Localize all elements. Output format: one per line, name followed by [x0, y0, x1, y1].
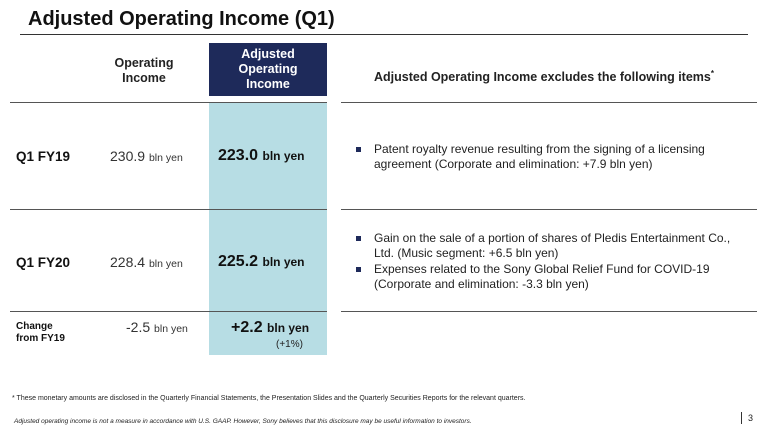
page-number-divider: [741, 412, 742, 424]
title-divider: [20, 34, 748, 35]
list-item: [356, 142, 741, 171]
adjusted-column-highlight: [209, 103, 327, 355]
row-divider: [341, 102, 757, 103]
adj-income-unit: bln yen: [267, 321, 310, 335]
bullet-square-icon: [356, 236, 361, 241]
adj-income-value: 225.2: [218, 253, 259, 270]
op-income-unit: bln yen: [148, 258, 183, 270]
op-income-unit: bln yen: [154, 323, 188, 335]
adj-income-change: [231, 319, 309, 337]
op-income-q1-fy19: [110, 148, 183, 164]
bullet-square-icon: [356, 267, 361, 272]
row-divider: [10, 102, 327, 103]
op-income-value: 228.4: [110, 254, 146, 270]
footnote: * These monetary amounts are disclosed in the Quarterly Financial Statements, the Presentation Slides and the Quarterly Securities Reports for the relevant quarters.: [12, 395, 526, 402]
header-adjusted-operating-income: [209, 43, 327, 96]
header-excludes-text: Adjusted Operating Income excludes the following items: [374, 70, 711, 85]
row-divider: [341, 311, 757, 312]
bullet-square-icon: [356, 147, 361, 152]
adj-income-value: 223.0: [218, 147, 259, 164]
excluded-items-fy20: [356, 231, 741, 293]
header-operating-income: [100, 56, 188, 86]
header-excludes-footnote-mark: *: [710, 69, 714, 78]
op-income-value: -2.5: [126, 319, 151, 335]
adj-income-value: +2.2: [231, 319, 263, 336]
op-income-q1-fy20: [110, 254, 183, 270]
list-item-text: Gain on the sale of a portion of shares of Pledis Entertainment Co., Ltd. (Music segment: +6.5 bln yen): [374, 231, 731, 260]
adj-income-unit: bln yen: [262, 255, 305, 269]
header-operating-income-line1: Operating: [114, 56, 174, 70]
row-label-q1-fy20: Q1 FY20: [16, 255, 71, 270]
list-item-text: Expenses related to the Sony Global Relief Fund for COVID-19 (Corporate and elimination: -3.3 bln yen): [374, 262, 710, 291]
list-item-text: Patent royalty revenue resulting from the signing of a licensing agreement (Corporate and elimination: +7.9 bln yen): [374, 142, 705, 171]
header-adjusted-line2: Operating: [238, 62, 298, 76]
header-excludes: [374, 66, 714, 85]
header-operating-income-line2: Income: [122, 71, 166, 85]
header-adjusted-line3: Income: [246, 77, 290, 91]
op-income-unit: bln yen: [148, 152, 183, 164]
row-divider: [10, 209, 327, 210]
adj-income-q1-fy19: [218, 147, 305, 165]
excluded-items-fy19: [356, 142, 741, 173]
adj-income-change-percent: (+1%): [276, 339, 303, 350]
op-income-change: [126, 319, 188, 335]
header-adjusted-line1: Adjusted: [241, 47, 295, 61]
list-item: [356, 262, 741, 291]
adj-income-unit: bln yen: [262, 149, 305, 163]
row-divider: [341, 209, 757, 210]
page-number: 3: [748, 413, 754, 423]
op-income-value: 230.9: [110, 148, 146, 164]
list-item: [356, 231, 741, 260]
row-label-change-line1: Change: [16, 321, 53, 332]
page-title: Adjusted Operating Income (Q1): [28, 8, 335, 30]
disclaimer: Adjusted operating income is not a measure in accordance with U.S. GAAP. However, Sony believes that this disclosure may be useful information to investors.: [14, 418, 472, 425]
row-divider: [10, 311, 327, 312]
row-label-q1-fy19: Q1 FY19: [16, 149, 71, 164]
row-label-change-line2: from FY19: [16, 333, 65, 344]
adj-income-q1-fy20: [218, 253, 305, 271]
row-label-change: [16, 321, 65, 345]
